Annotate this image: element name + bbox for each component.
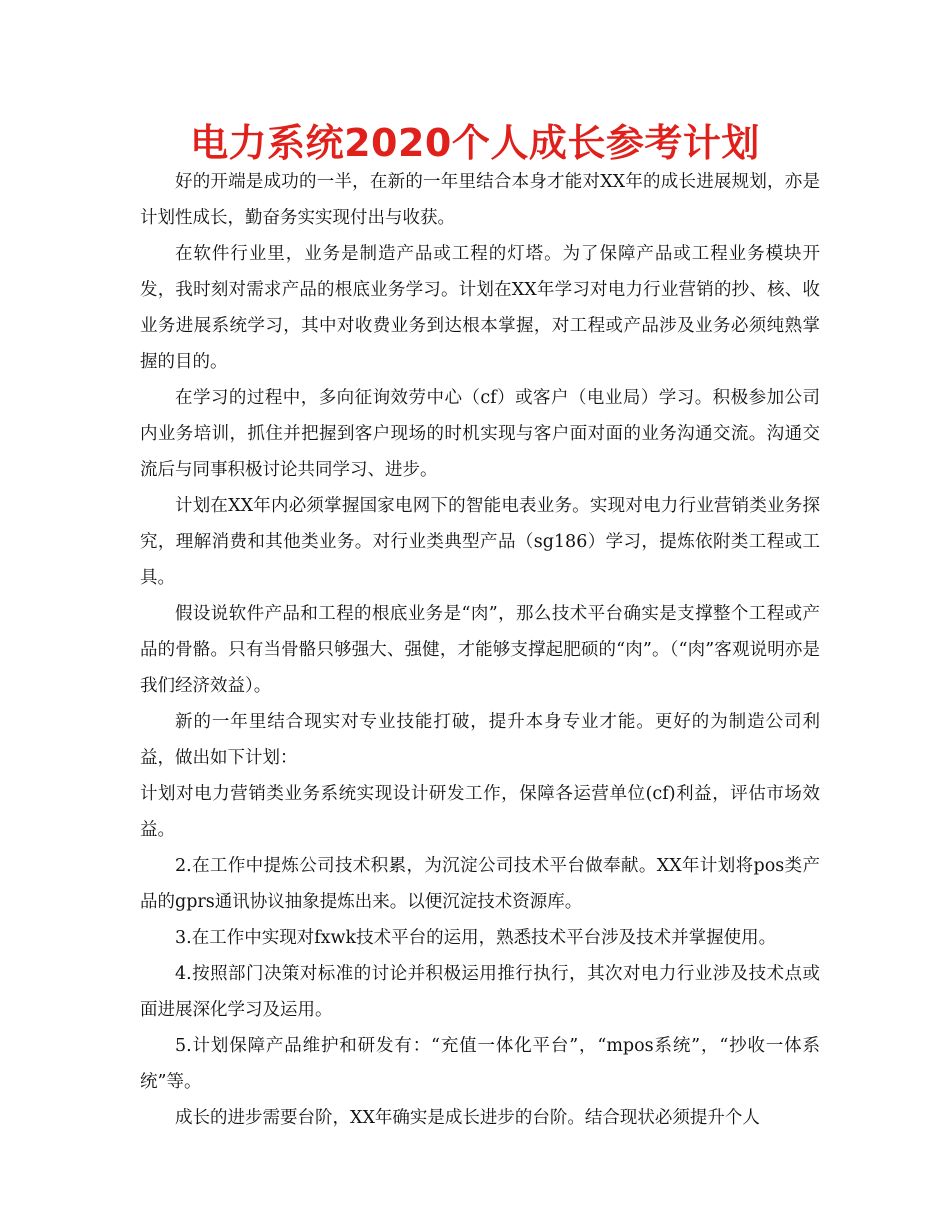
- paragraph-plan-intro: 新的一年里结合现实对专业技能打破，提升本身专业才能。更好的为制造公司利益，做出如下计划：: [140, 712, 820, 768]
- list-item-1: 计划对电力营销类业务系统实现设计研发工作，保障各运营单位(cf)利益，评估市场效益。: [140, 784, 820, 840]
- document-title: 电力系统2020个人成长参考计划: [190, 121, 760, 165]
- paragraph-intro: 好的开端是成功的一半，在新的一年里结合本身才能对XX年的成长进展规划，亦是计划性成长，勤奋务实实现付出与收获。: [140, 172, 820, 228]
- paragraph-business-learning: 在软件行业里，业务是制造产品或工程的灯塔。为了保障产品或工程业务模块开发，我时刻对需求产品的根底业务学习。计划在XX年学习对电力行业营销的抄、核、收业务进展系统学习，其中对收费业务到达根本掌握，对工程或产品涉及业务必须纯熟掌握的目的。: [140, 244, 820, 372]
- list-item-5: 5.计划保障产品维护和研发有：“充值一体化平台”，“mpos系统”，“抄收一体系统”等。: [140, 1036, 820, 1092]
- list-item-3: 3.在工作中实现对fxwk技术平台的运用，熟悉技术平台涉及技术并掌握使用。: [175, 928, 777, 948]
- paragraph-smart-meter: 计划在XX年内必须掌握国家电网下的智能电表业务。实现对电力行业营销类业务探究，理解消费和其他类业务。对行业类典型产品（sg186）学习，提炼依附类工程或工具。: [140, 496, 820, 588]
- list-item-2: 2.在工作中提炼公司技术积累，为沉淀公司技术平台做奉献。XX年计划将pos类产品的gprs通讯协议抽象提炼出来。以便沉淀技术资源库。: [140, 856, 820, 912]
- paragraph-learning-process: 在学习的过程中，多向征询效劳中心（cf）或客户（电业局）学习。积极参加公司内业务培训，抓住并把握到客户现场的时机实现与客户面对面的业务沟通交流。沟通交流后与同事积极讨论共同学习、进步。: [140, 388, 820, 480]
- paragraph-tech-platform: 假设说软件产品和工程的根底业务是“肉”，那么技术平台确实是支撑整个工程或产品的骨骼。只有当骨骼只够强大、强健，才能够支撑起肥硕的“肉”。（“肉”客观说明亦是我们经济效益）。: [140, 604, 820, 696]
- document-body: [140, 164, 820, 1136]
- paragraph-conclusion: 成长的进步需要台阶，XX年确实是成长进步的台阶。结合现状必须提升个人: [175, 1108, 760, 1128]
- list-item-4: 4.按照部门决策对标准的讨论并积极运用推行执行，其次对电力行业涉及技术点或面进展深化学习及运用。: [140, 964, 820, 1020]
